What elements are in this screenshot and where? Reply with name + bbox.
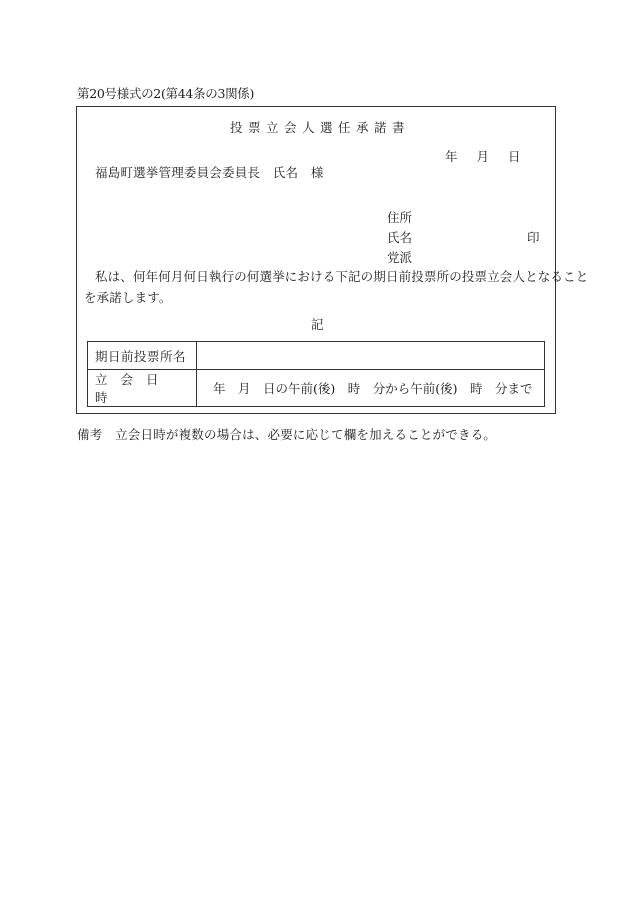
address-label: 住所 xyxy=(387,210,413,225)
date-day: 日 xyxy=(508,149,521,164)
polling-place-label: 期日前投票所名 xyxy=(88,342,197,370)
date-line xyxy=(445,147,521,165)
date-month: 月 xyxy=(476,149,490,164)
table-row xyxy=(88,342,545,370)
table-row xyxy=(88,370,545,407)
polling-place-value[interactable] xyxy=(197,342,545,370)
seal-label: 印 xyxy=(527,230,540,245)
ki-heading: 記 xyxy=(311,317,324,332)
attendance-datetime-value[interactable]: 年 月 日の午前(後) 時 分から午前(後) 時 分まで xyxy=(197,370,545,407)
consent-text-line2: を承諾します。 xyxy=(84,290,172,305)
party-label: 党派 xyxy=(387,250,413,265)
attendance-datetime-label: 立会日時 xyxy=(88,370,197,407)
name-label: 氏名 xyxy=(387,230,413,245)
date-year: 年 xyxy=(445,149,458,164)
consent-form-frame xyxy=(76,106,589,414)
details-table xyxy=(87,341,545,407)
document-title: 投票立会人選任承諾書 xyxy=(230,120,411,135)
addressee: 福島町選挙管理委員会委員長 氏名 様 xyxy=(95,165,324,180)
remark-note: 備考 立会日時が複数の場合は、必要に応じて欄を加えることができる。 xyxy=(77,427,497,442)
form-code: 第20号様式の2(第44条の3関係) xyxy=(77,86,255,101)
consent-text-line1: 私は、何年何月何日執行の何選挙における下記の期日前投票所の投票立会人となること xyxy=(95,269,589,284)
